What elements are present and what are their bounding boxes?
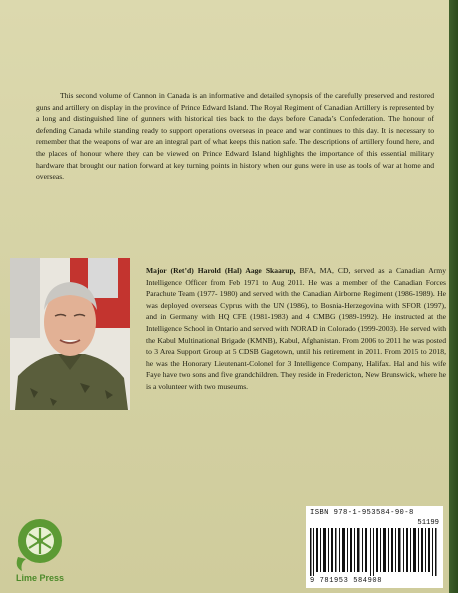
spine-edge [449,0,458,593]
isbn-label: ISBN 978-1-953584-90-8 [310,509,414,517]
book-blurb: This second volume of Cannon in Canada is an informative and detailed synopsis of the carefully preserved and restored guns and artillery on display in the province of Prince Edward Island. The Royal Regiment of Canadian Artillery is represented by a long and distinguished line of gunners with historical ties back to the days before Canada’s Confederation. The honour of defending Canada while standing ready to support operations overseas in peace and war continues to this day. It is necessary to remember that the weapons of war are an integral part of what keeps this nation safe. The descriptions of artillery found here, and the places of honour where they can be viewed on Prince Edward Island highlights the importance of this essential military hardware that brought our nation forward at key turning points in history when our guns were in use as tools of war at home and overseas. [36,91,434,182]
publisher-name: Lime Press [15,573,65,583]
author-bio [146,265,446,393]
isbn-digits: 9 781953 584908 [310,577,383,585]
author-name: Major (Ret’d) Harold (Hal) Aage Skaarup, [146,266,296,275]
publisher-logo [10,515,70,587]
barcode-bars [310,528,439,576]
price-code: 51199 [417,519,439,527]
author-bio-text: BFA, MA, CD, served as a Canadian Army Intelligence Officer from Feb 1971 to Aug 2011. He was a member of the Canadian Forces Parachute Team (1977- 1980) and served with the Canadian Airborne Regiment (1986-1989). He was deployed overseas Cyprus with the UN (1986), to Bosnia-Herzegovina with SFOR (1997), and in Germany with HQ CFE (1981-1983) and 4 CMBG (1989-1992). He instructed at the Intelligence School in Ontario and served with NORAD in Colorado (1999-2003). He served with the Kabul Multinational Brigade (KMNB), Kabul, Afghanistan. From 2006 to 2011 he was posted to 3 Area Support Group at 5 CDSB Gagetown, until his retirement in 2011. From 2015 to 2018, he was the Honorary Lieutenant-Colonel for 3 Intelligence Company, Halifax. Hal and his wife Faye have two sons and five grandchildren. They reside in Fredericton, New Brunswick, where he is a volunteer with two museums. [146,266,446,391]
lime-icon [10,515,70,573]
author-photo [10,258,130,410]
isbn-barcode [306,506,443,588]
